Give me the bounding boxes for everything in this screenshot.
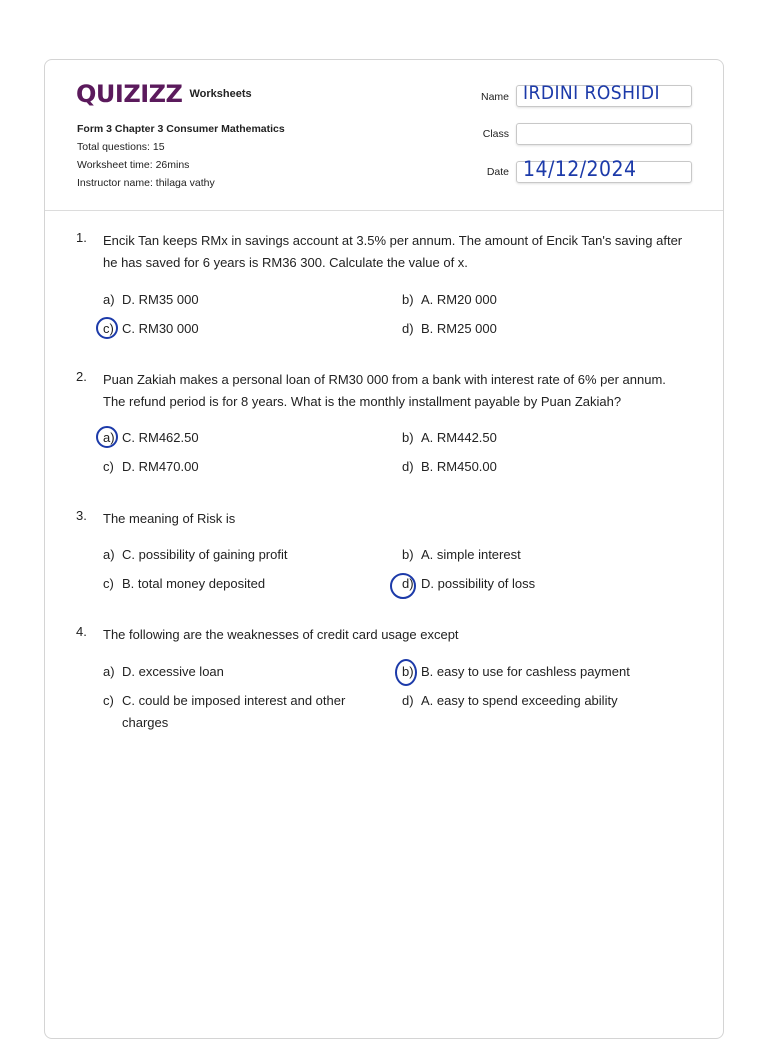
worksheet-title: Form 3 Chapter 3 Consumer Mathematics (77, 123, 285, 135)
option-letter: c) (103, 321, 114, 336)
option-text: D. excessive loan (122, 664, 224, 679)
option-text: B. easy to use for cashless payment (421, 664, 630, 679)
name-handwriting: IRDINI ROSHIDI (523, 82, 661, 104)
option-letter: b) (402, 664, 414, 679)
question-number: 1. (76, 230, 87, 245)
option-letter: b) (402, 430, 414, 445)
option-letter: a) (103, 430, 115, 445)
option-text: B. total money deposited (122, 576, 266, 591)
option-letter: d) (402, 693, 414, 708)
question-text: Encik Tan keeps RMx in savings account at 3.5% per annum. The amount of Encik Tan's saving after he has saved for 6 years is RM36 300. Calculate the value of x. (103, 233, 683, 270)
total-questions: Total questions: 15 (77, 141, 165, 153)
quizizz-logo-text: QUIZIZZ (76, 80, 183, 108)
date-field[interactable] (516, 157, 692, 183)
option-text: A. RM20 000 (421, 292, 497, 307)
option-letter: c) (103, 693, 114, 708)
option-text: A. RM442.50 (421, 430, 497, 445)
option-text: B. RM25 000 (421, 321, 497, 336)
question-number: 3. (76, 508, 87, 523)
option-text: C. RM462.50 (122, 430, 199, 445)
option-text: D. possibility of loss (421, 576, 536, 591)
class-label: Class (482, 128, 509, 140)
question-text: The meaning of Risk is (103, 511, 236, 526)
option-letter: a) (103, 292, 115, 307)
option-text: A. easy to spend exceeding ability (421, 693, 618, 708)
option-text: C. RM30 000 (122, 321, 199, 336)
option-letter: b) (402, 292, 414, 307)
name-field[interactable] (516, 82, 692, 107)
name-label: Name (480, 91, 509, 103)
worksheet-page (44, 59, 724, 1039)
option-text: A. simple interest (421, 547, 521, 562)
option-text: B. RM450.00 (421, 459, 497, 474)
option-letter: d) (402, 321, 414, 336)
option-letter: d) (402, 576, 414, 591)
question-text: The following are the weaknesses of credit card usage except (103, 627, 459, 642)
option-letter: c) (103, 576, 114, 591)
option-letter: b) (402, 547, 414, 562)
date-label: Date (486, 166, 509, 178)
question-text: Puan Zakiah makes a personal loan of RM30 000 from a bank with interest rate of 6% per annum. The refund period is for 8 years. What is the monthly installment payable by Puan Zakiah? (103, 372, 666, 409)
option-letter: c) (103, 459, 114, 474)
worksheet-time: Worksheet time: 26mins (77, 159, 190, 171)
brand-logo (76, 80, 252, 108)
option-letter: d) (402, 459, 414, 474)
option-text: C. possibility of gaining profit (122, 547, 288, 562)
worksheet-meta (77, 120, 285, 192)
class-field[interactable] (516, 123, 692, 145)
option-letter: a) (103, 547, 115, 562)
question-number: 4. (76, 624, 87, 639)
instructor-name: Instructor name: thilaga vathy (77, 177, 215, 189)
option-text: C. could be imposed interest and other charges (122, 693, 346, 730)
worksheets-label: Worksheets (189, 88, 252, 100)
question-number: 2. (76, 369, 87, 384)
date-handwriting: 14/12/2024 (523, 157, 637, 181)
option-letter: a) (103, 664, 115, 679)
option-text: D. RM470.00 (122, 459, 199, 474)
worksheet-header (45, 60, 723, 211)
option-text: D. RM35 000 (122, 292, 199, 307)
